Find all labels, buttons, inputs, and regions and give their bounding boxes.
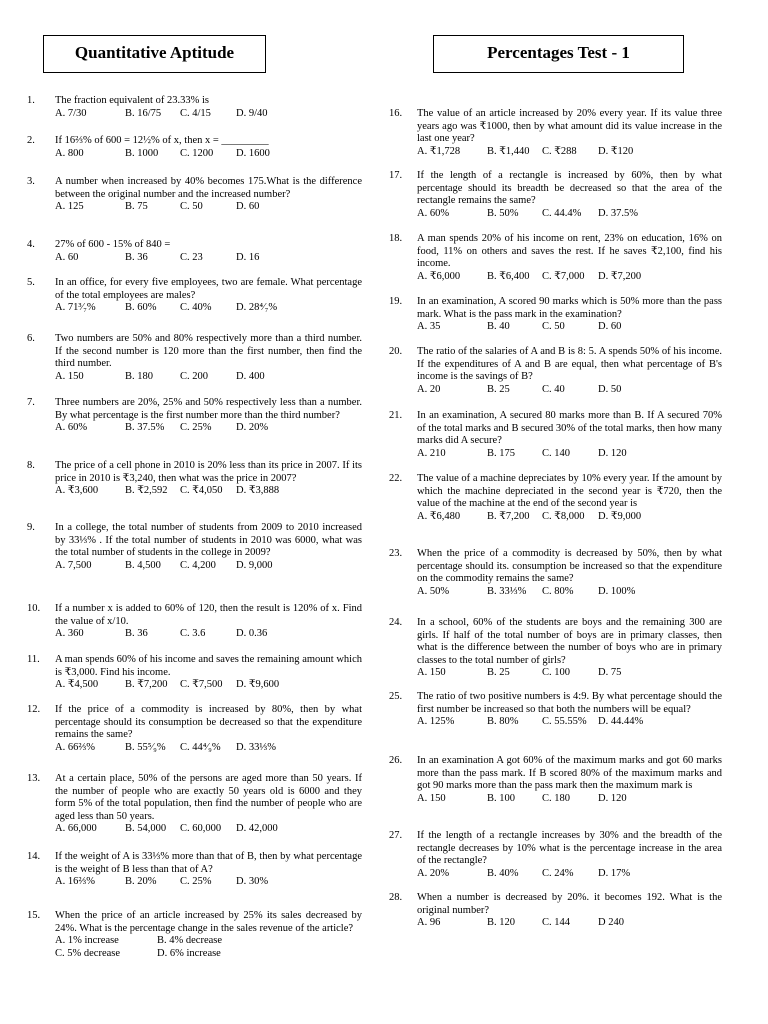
question-text: When the price of an article increased by 25% its sales decreased by 24%. What is the percentage change in the sales revenue of the article? [55,910,362,934]
option-b: B. ₹6,400 [487,270,530,282]
option-c: C. 3.6 [180,628,206,640]
option-b: B. 180 [125,370,154,382]
option-c: C. 200 [180,370,209,382]
question-text: The fraction equivalent of 23.33% is [55,95,209,106]
question-text: In an examination A got 60% of the maximum marks and got 60 marks more than the pass mark. If B scored 80% of the maximum marks and got 90 marks more than the pass mark then the maximum mark is [417,755,722,792]
question-text: When a number is decreased by 20%. it becomes 192. What is the original number? [417,892,722,916]
option-a: A. 16⅔% [55,876,95,888]
option-b: B. 4% decrease [157,935,223,947]
option-a: A. 150 [55,370,84,382]
question-text: In an examination, A scored 90 marks which is 50% more than the pass mark. What is the pass mark in the examination? [417,296,722,320]
option-b: B. 55⁵⁄₉% [125,741,166,753]
question-number: 1. [27,95,35,106]
option-a: A. ₹6,000 [417,270,461,282]
question-10 [27,603,362,641]
question-19 [389,296,722,334]
option-d: D. 20% [236,422,269,434]
option-b: B. 4,500 [125,559,161,571]
option-b: B. 60% [125,302,157,314]
options-row [417,321,722,334]
option-c: C. 4,200 [180,559,216,571]
question-number: 6. [27,333,35,344]
option-c: C. 80% [542,585,574,597]
question-number: 17. [389,170,403,181]
option-d: D. 16 [236,251,260,263]
question-text: The value of a machine depreciates by 10% every year. If the amount by which the machine depreciated in the second year is ₹720, then the value of the machine at the end of the second year is [417,473,722,510]
option-b: B. 37.5% [125,422,165,434]
question-text: If the length of a rectangle is increased by 60%, then by what percentage should its breadth be decreased so that the area of the rectangle remains the same? [417,170,722,207]
option-a: A. 150 [417,667,446,679]
option-a: A. 50% [417,585,450,597]
options-row [55,252,362,265]
option-a: A. 125% [417,716,455,728]
question-number: 27. [389,830,403,841]
option-a: A. 71³⁄₇% [55,302,96,314]
question-text: The value of an article increased by 20% every year. If its value three years ago was ₹1000, then by what amount did its value increase in the last one year? [417,108,722,145]
option-d: D. ₹9,600 [236,679,280,691]
option-b: B. 25 [487,383,510,395]
option-c: C. 100 [542,667,571,679]
option-c: C. 40 [542,383,565,395]
option-a: A. 60% [417,207,450,219]
test-title: Percentages Test - 1 [433,35,684,73]
options-row [55,371,362,384]
question-text: In a college, the total number of students from 2009 to 2010 increased by 33⅓% . If the total number of students in 2010 was 6000, what was the total number of students in the college in 2009? [55,522,362,559]
options-row [55,302,362,315]
question-15 [27,910,362,961]
question-number: 21. [389,410,403,421]
option-d: D. 100% [598,585,636,597]
options-row [417,208,722,221]
question-24 [389,617,722,680]
question-text: The price of a cell phone in 2010 is 20% less than its price in 2007. If its price in 2010 is ₹3,240, then what was the price in 2007? [55,460,362,484]
option-d: D. 0.36 [236,628,268,640]
options-row [55,108,362,121]
option-d: D. 42,000 [236,823,278,835]
question-11 [27,654,362,692]
option-c: C. 25% [180,422,212,434]
question-18 [389,233,722,284]
option-c: C. 140 [542,447,571,459]
option-a: A. 125 [55,201,84,213]
question-text: The ratio of the salaries of A and B is 8: 5. A spends 50% of his income. If the expenditures of A and B are equal, then what percentage of B's income is the savings of B? [417,346,722,383]
question-number: 8. [27,460,35,471]
option-a: A. ₹4,500 [55,679,99,691]
option-d: D. 44.44% [598,716,644,728]
question-number: 22. [389,473,403,484]
options-row [417,271,722,284]
option-a: A. 60 [55,251,79,263]
option-d: D. 75 [598,667,622,679]
question-number: 25. [389,691,403,702]
option-d: D. ₹3,888 [236,485,280,497]
question-text: The ratio of two positive numbers is 4:9. By what percentage should the first number be increased so that both the numbers will be equal? [417,691,722,715]
question-13 [27,773,362,836]
question-23 [389,548,722,599]
option-c: C. 1200 [180,147,214,159]
option-a: A. 35 [417,321,441,333]
option-d: D. 120 [598,792,627,804]
question-number: 19. [389,296,403,307]
option-c: C. 44.4% [542,207,582,219]
question-number: 5. [27,277,35,288]
question-number: 10. [27,603,41,614]
option-d: D. 9/40 [236,107,268,119]
question-number: 11. [27,654,40,665]
question-14 [27,851,362,889]
question-number: 2. [27,135,35,146]
option-b: B. 120 [487,917,516,929]
question-number: 13. [27,773,41,784]
option-d: D 240 [598,917,624,929]
question-number: 26. [389,755,403,766]
options-row [417,586,722,599]
options-row [417,146,722,159]
option-a: A. 20 [417,383,441,395]
question-20 [389,346,722,397]
question-number: 16. [389,108,403,119]
options-row [55,560,362,573]
option-a: A. 7/30 [55,107,87,119]
option-d: D. 400 [236,370,265,382]
option-d: D. 17% [598,867,631,879]
option-d: D. 1600 [236,147,270,159]
option-b: B. 100 [487,792,516,804]
question-text: Two numbers are 50% and 80% respectively more than a third number. If the second number is 120 more than the first number, then find the third number. [55,333,362,370]
option-d: D. ₹120 [598,145,634,157]
question-27 [389,830,722,881]
option-d: D. 9,000 [236,559,273,571]
option-b: B. 36 [125,628,148,640]
options-row [55,679,362,692]
question-text: Three numbers are 20%, 25% and 50% respectively less than a number. By what percentage is the first number more than the third number? [55,397,362,421]
question-5 [27,277,362,315]
option-c: C. 50 [542,321,565,333]
question-9 [27,522,362,573]
option-c: C. 4/15 [180,107,211,119]
question-21 [389,410,722,461]
option-b: B. ₹1,440 [487,145,530,157]
option-c: C. 50 [180,201,203,213]
option-a: A. ₹3,600 [55,485,99,497]
question-2 [27,135,362,161]
option-b: B. 36 [125,251,148,263]
option-b: B. 54,000 [125,823,167,835]
option-c: C. ₹4,050 [180,485,223,497]
subject-title: Quantitative Aptitude [43,35,266,73]
option-b: B. 40 [487,321,510,333]
question-text: A man spends 20% of his income on rent, 23% on education, 16% on food, 11% on others and saves the rest. If he saves ₹2,100, find his income. [417,233,722,270]
option-b: B. 1000 [125,147,159,159]
option-a: A. ₹6,480 [417,510,461,522]
option-c: C. 5% decrease [55,948,121,960]
question-number: 20. [389,346,403,357]
options-row [417,716,722,729]
question-text: In a school, 60% of the students are boys and the remaining 300 are girls. If half of the total number of boys are in primary classes, then what is the difference between the number of boys who are in primary classes to the total number of girls? [417,617,722,666]
question-text: If the price of a commodity is increased by 80%, then by what percentage should its consumption be decreased so that the expenditure remains the same? [55,704,362,741]
question-17 [389,170,722,221]
question-22 [389,473,722,524]
question-text: A man spends 60% of his income and saves the remaining amount which is ₹3,000. Find his income. [55,654,362,678]
option-b: B. 80% [487,716,519,728]
option-d: D. 120 [598,447,627,459]
question-7 [27,397,362,435]
option-b: B. 75 [125,201,148,213]
option-d: D. 28⁴⁄₇% [236,302,278,314]
option-c: C. ₹7,000 [542,270,585,282]
option-d: D. 37.5% [598,207,638,219]
options-row [55,935,362,948]
question-text: When the price of a commodity is decreased by 50%, then by what percentage should its. consumption be increased so that the expenditure on the commodity remains the same? [417,548,722,585]
question-25 [389,691,722,729]
option-a: A. 60% [55,422,88,434]
question-26 [389,755,722,806]
option-c: C. ₹288 [542,145,577,157]
options-row [417,793,722,806]
question-6 [27,333,362,384]
option-b: B. 25 [487,667,510,679]
question-number: 24. [389,617,403,628]
question-number: 18. [389,233,403,244]
option-b: B. 20% [125,876,157,888]
options-row [417,511,722,524]
option-d: D. ₹7,200 [598,270,642,282]
option-b: B. ₹7,200 [487,510,530,522]
option-d: D. 50 [598,383,622,395]
option-c: C. 23 [180,251,203,263]
option-d: D. ₹9,000 [598,510,642,522]
question-16 [389,108,722,159]
question-number: 12. [27,704,41,715]
option-d: D. 6% increase [157,948,221,960]
option-c: C. 60,000 [180,823,222,835]
question-number: 3. [27,176,35,187]
option-c: C. 144 [542,917,571,929]
option-a: A. 1% increase [55,935,119,947]
options-row [417,667,722,680]
options-row [55,876,362,889]
question-number: 7. [27,397,35,408]
option-b: B. 33⅓% [487,585,527,597]
option-b: B. ₹7,200 [125,679,168,691]
option-a: A. 7,500 [55,559,92,571]
question-number: 15. [27,910,41,921]
question-number: 14. [27,851,41,862]
option-b: B. 40% [487,867,519,879]
question-8 [27,460,362,498]
question-number: 23. [389,548,403,559]
option-d: D. 60 [236,201,260,213]
option-b: B. ₹2,592 [125,485,168,497]
option-b: B. 16/75 [125,107,162,119]
option-a: A. 96 [417,917,441,929]
question-text: A number when increased by 40% becomes 175.What is the difference between the original number and the increased number? [55,176,362,200]
option-a: A. 66,000 [55,823,97,835]
question-number: 28. [389,892,403,903]
option-c: C. 24% [542,867,574,879]
option-c: C. ₹8,000 [542,510,585,522]
option-c: C. 44⁴⁄₉% [180,741,221,753]
options-row [417,448,722,461]
question-text: If 16⅔% of 600 = 12½% of x, then x = _________ [55,135,269,146]
option-a: A. 66⅔% [55,741,95,753]
options-row [55,201,362,214]
question-text: In an office, for every five employees, two are female. What percentage of the total employees are males? [55,277,362,301]
question-number: 4. [27,239,35,250]
question-4 [27,239,362,265]
question-text: If the length of a rectangle increases by 30% and the breadth of the rectangle decreases by 10% what is the percentage increase in the area of the rectangle? [417,830,722,867]
options-row [55,422,362,435]
option-a: A. ₹1,728 [417,145,461,157]
option-b: B. 50% [487,207,519,219]
question-text: 27% of 600 - 15% of 840 = [55,239,171,250]
options-row [55,742,362,755]
question-text: If a number x is added to 60% of 120, then the result is 120% of x. Find the value of x/10. [55,603,362,627]
option-d: D. 60 [598,321,622,333]
options-row [55,823,362,836]
options-row [55,148,362,161]
question-3 [27,176,362,214]
option-a: A. 150 [417,792,446,804]
options-row [417,868,722,881]
options-row [417,917,722,930]
question-text: In an examination, A secured 80 marks more than B. If A secured 70% of the total marks and B secured 30% of the total marks, then how many marks did A secure? [417,410,722,447]
option-c: C. 180 [542,792,571,804]
option-c: C. ₹7,500 [180,679,223,691]
question-text: At a certain place, 50% of the persons are aged more than 50 years. If the number of people who are exactly 50 years old is 6000 and they form 5% of the total population, then find the number of people who are aged less than 50 years. [55,773,362,822]
question-12 [27,704,362,755]
option-c: C. 55.55% [542,716,587,728]
option-a: A. 800 [55,147,84,159]
option-b: B. 175 [487,447,516,459]
question-number: 9. [27,522,35,533]
options-row [55,948,362,961]
options-row [417,384,722,397]
option-a: A. 360 [55,628,84,640]
option-c: C. 25% [180,876,212,888]
option-d: D. 33⅓% [236,741,276,753]
question-28 [389,892,722,930]
options-row [55,485,362,498]
option-c: C. 40% [180,302,212,314]
option-a: A. 210 [417,447,446,459]
question-text: If the weight of A is 33⅓% more than that of B, then by what percentage is the weight of B less than that of A? [55,851,362,875]
option-d: D. 30% [236,876,269,888]
question-1 [27,95,362,121]
option-a: A. 20% [417,867,450,879]
options-row [55,628,362,641]
